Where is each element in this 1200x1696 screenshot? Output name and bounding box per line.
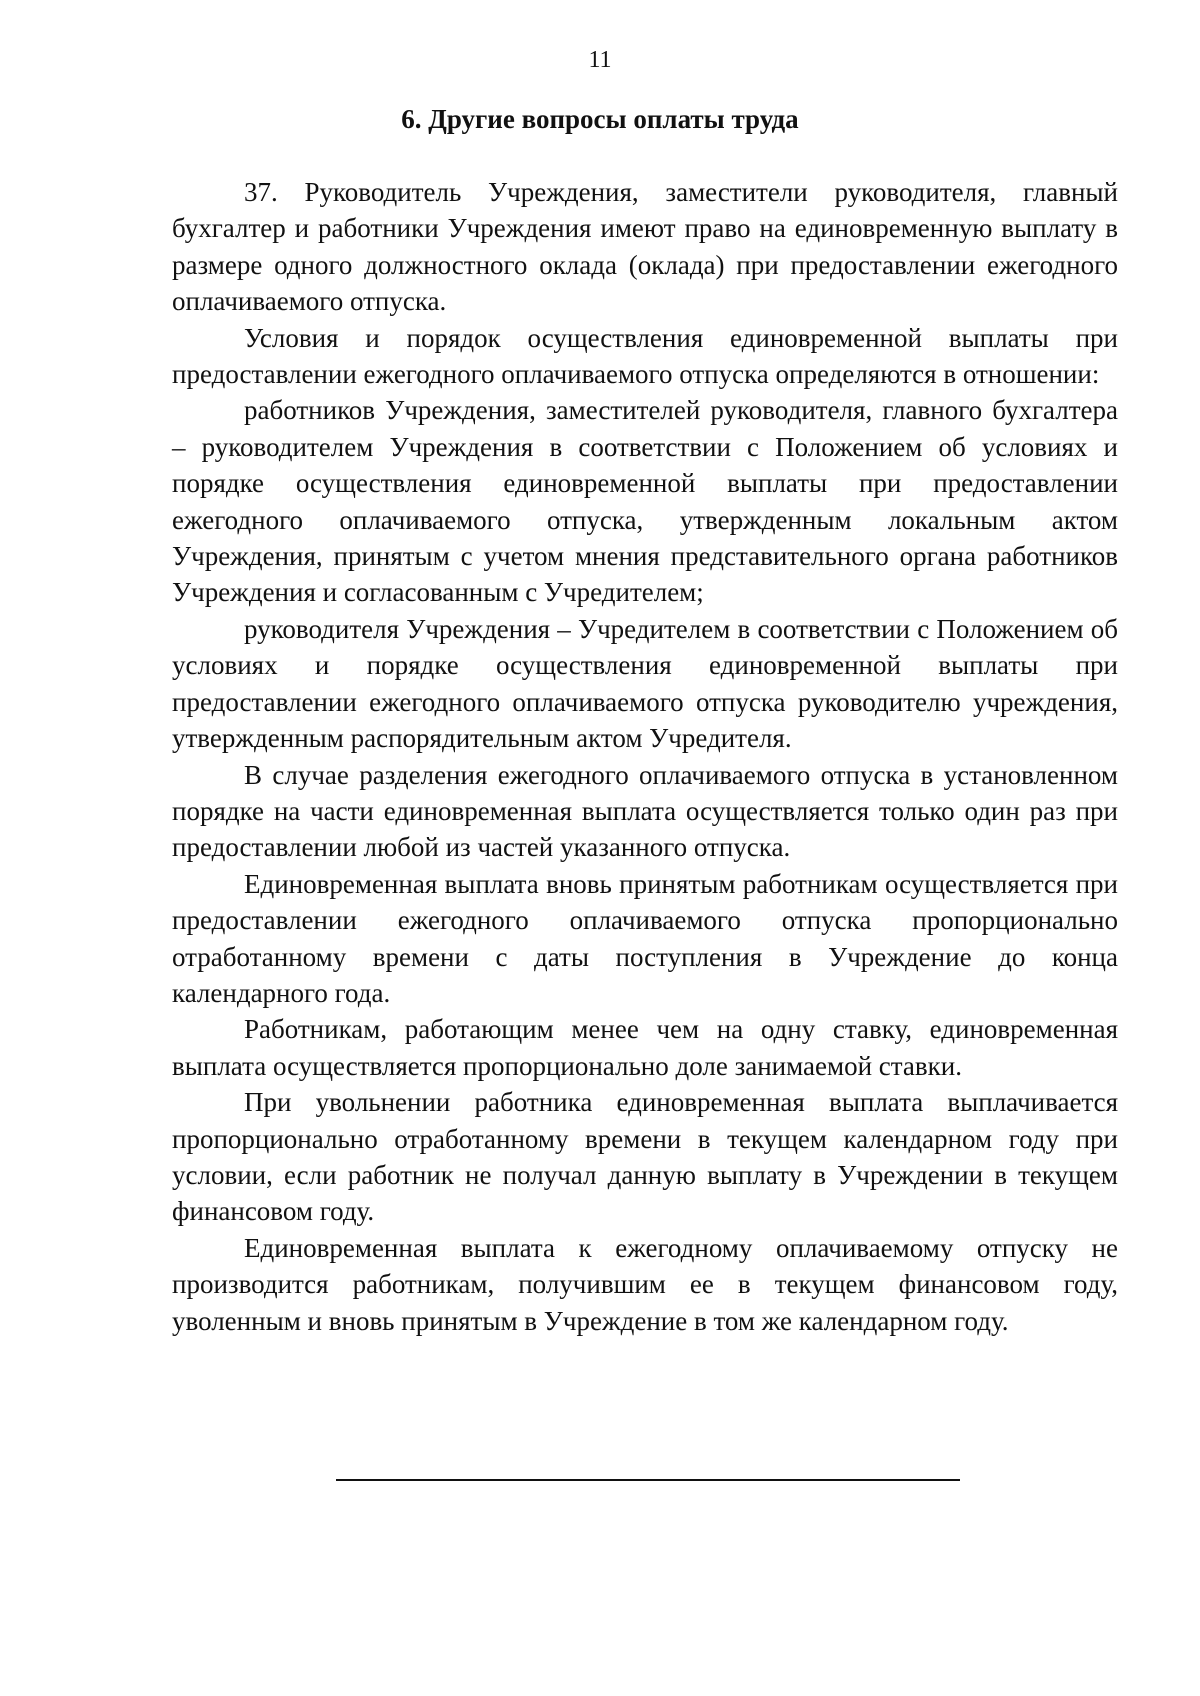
paragraph-37-right-to-payment: 37. Руководитель Учреждения, заместители руководителя, главный бухгалтер и работники Учреждения имеют право на единовременную выплату в размере одного должностного оклада (оклада) при предоставлении ежегодного оплачиваемого отпуска. [172,177,1118,317]
paragraph-not-paid: Единовременная выплата к ежегодному оплачиваемому отпуску не производится работникам, получившим ее в текущем финансовом году, уволенным и вновь принятым в Учреждение в том же календарном году. [172,1232,1118,1336]
paragraph-head: руководителя Учреждения – Учредителем в соответствии с Положением об условиях и порядке осуществления единовременной выплаты при предоставлении ежегодного оплачиваемого отпуска руководителю учреждения, утвержденным распорядительным актом Учредителя. [172,613,1118,754]
paragraph-conditions: Условия и порядок осуществления единовременной выплаты при предоставлении ежегодного оплачиваемого отпуска определяются в отношении: [172,322,1118,390]
section-title: 6. Другие вопросы оплаты труда [401,104,799,134]
paragraph-new-employees: Единовременная выплата вновь принятым работникам осуществляется при предоставлении ежегодного оплачиваемого отпуска пропорционально отработанному времени с даты поступления в Учреждение до конца календарного года. [172,868,1118,1008]
page-number: 11 [588,47,612,73]
end-of-document-rule [336,1479,960,1481]
paragraph-employees: работников Учреждения, заместителей руководителя, главного бухгалтера – руководителем Учреждения в соответствии с Положением об условиях и порядке осуществления единовременной выплаты при предоставлении ежегодного оплачиваемого отпуска, утвержденным локальным актом Учреждения, принятым с учетом мнения представительного органа работников Учреждения и согласованным с Учредителем; [172,395,1118,608]
paragraph-split-leave: В случае разделения ежегодного оплачиваемого отпуска в установленном порядке на части единовременная выплата осуществляется только один раз при предоставлении любой из частей указанного отпуска. [172,759,1118,863]
paragraph-dismissal: При увольнении работника единовременная выплата выплачивается пропорционально отработанному времени в текущем календарном году при условии, если работник не получал данную выплату в Учреждении в текущем финансовом году. [172,1087,1118,1227]
paragraph-part-time: Работникам, работающим менее чем на одну ставку, единовременная выплата осуществляется пропорционально доле занимаемой ставки. [172,1014,1118,1081]
document-body [172,174,1118,1339]
